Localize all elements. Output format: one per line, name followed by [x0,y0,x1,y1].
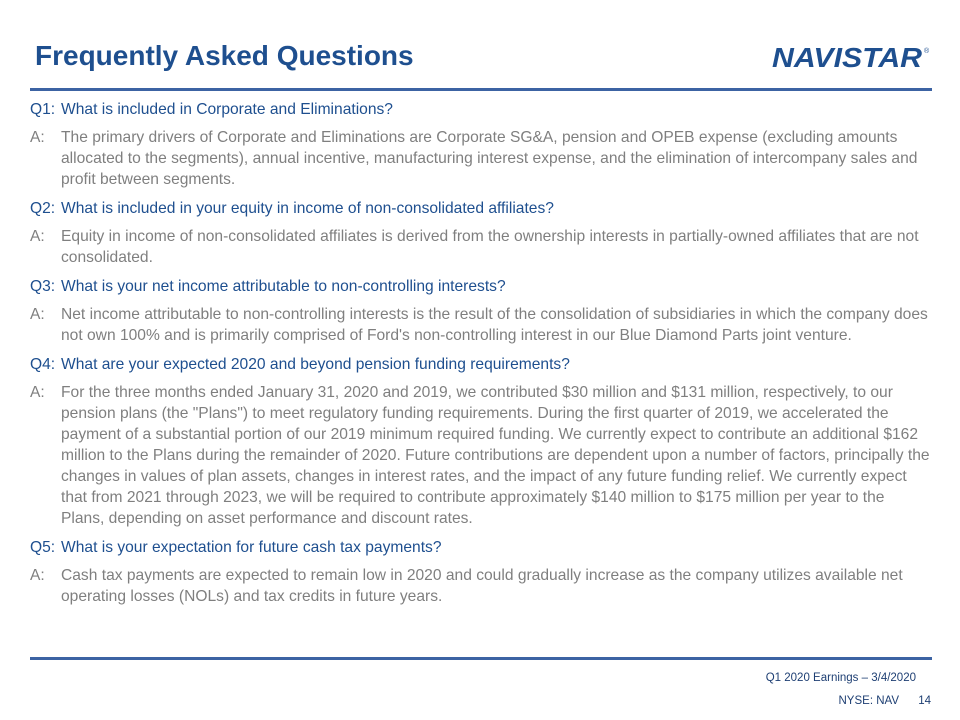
footer-event-label: Q1 2020 Earnings – 3/4/2020 [765,672,916,684]
page-title: Frequently Asked Questions [35,40,414,71]
faq-question-1 [30,99,932,120]
answer-text: For the three months ended January 31, 2020 and 2019, we contributed $30 million and $131 million, respectively, to our pension plans (the "Plans") to meet regulatory funding requirements. During the first quarter of 2019, we accelerated the payment of a substantial portion of our 2019 minimum required funding. We currently expect to contribute an additional $162 million to the Plans during the remainder of 2020. Future contributions are dependent upon a number of factors, principally the changes in values of plan assets, changes in interest rates, and the impact of any future funding relief. We currently expect that from 2021 through 2023, we will be required to contribute approximately $140 million to $175 million per year to the Plans, depending on asset performance and discount rates. [61,384,930,527]
question-text: What are your expected 2020 and beyond pension funding requirements? [61,356,570,373]
answer-text: The primary drivers of Corporate and Eliminations are Corporate SG&A, pension and OPEB expense (excluding amounts allocated to the segments), annual incentive, manufacturing interest expense, and the elimination of intercompany sales and profit between segments. [61,129,918,188]
footer-ticker: NYSE: NAV [838,695,899,707]
answer-tag: A: [30,306,45,323]
page-number: 14 [918,695,931,707]
faq-question-3 [30,276,932,297]
answer-text: Cash tax payments are expected to remain low in 2020 and could gradually increase as the company utilizes available net operating losses (NOLs) and tax credits in future years. [61,567,903,605]
faq-question-2 [30,198,932,219]
question-tag: Q2: [30,200,56,217]
answer-tag: A: [30,228,45,245]
question-text: What is included in Corporate and Eliminations? [61,101,393,118]
faq-list [30,99,932,607]
faq-question-5 [30,537,932,558]
faq-answer-3 [30,304,932,346]
question-tag: Q5: [30,539,56,556]
faq-answer-5 [30,565,932,607]
faq-answer-4 [30,382,932,529]
question-tag: Q3: [30,278,56,295]
question-text: What is your expectation for future cash tax payments? [61,539,442,556]
answer-text: Equity in income of non-consolidated affiliates is derived from the ownership interests in partially-owned affiliates that are not consolidated. [61,228,919,266]
footer-divider [30,657,932,660]
question-text: What is your net income attributable to non-controlling interests? [61,278,506,295]
faq-question-4 [30,354,932,375]
logo-trademark: ® [924,48,930,55]
header-divider [30,88,932,91]
answer-tag: A: [30,129,45,146]
question-tag: Q1: [30,101,56,118]
question-tag: Q4: [30,356,56,373]
logo-wordmark: NAVISTAR [772,44,923,70]
faq-answer-1 [30,127,932,190]
faq-answer-2 [30,226,932,268]
answer-tag: A: [30,384,45,401]
question-text: What is included in your equity in income of non-consolidated affiliates? [61,200,554,217]
answer-tag: A: [30,567,45,584]
answer-text: Net income attributable to non-controlling interests is the result of the consolidation of subsidiaries in which the company does not own 100% and is primarily comprised of Ford's non-controlling interest in our Blue Diamond Parts joint venture. [61,306,928,344]
navistar-logo [772,44,932,70]
